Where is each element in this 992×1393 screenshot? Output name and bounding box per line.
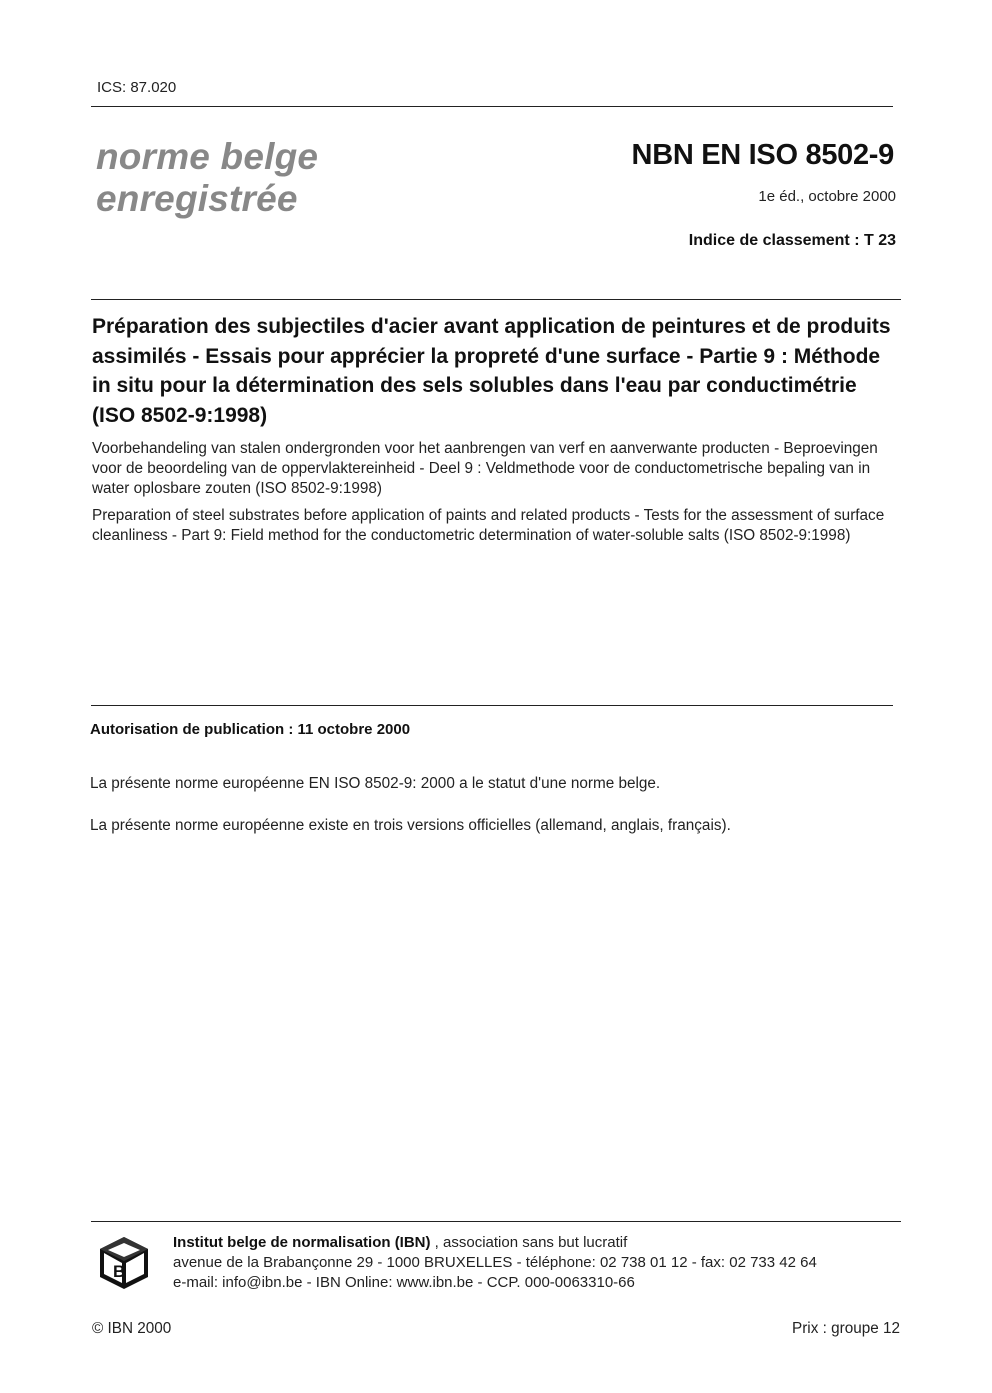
classification-index: Indice de classement : T 23 — [688, 232, 896, 249]
logo-letter-b: B — [113, 1262, 126, 1281]
norme-label-line1: norme belge — [96, 136, 319, 177]
institute-address: avenue de la Brabançonne 29 - 1000 BRUXELLES - téléphone: 02 738 01 12 - fax: 02 733 42 64 — [173, 1254, 817, 1271]
institute-footer — [173, 1233, 817, 1293]
header-divider — [91, 106, 893, 107]
standard-code: NBN EN ISO 8502-9 — [631, 139, 894, 171]
norme-belge-label — [96, 136, 318, 220]
versions-statement: La présente norme européenne existe en trois versions officielles (allemand, anglais, français). — [90, 817, 731, 834]
status-statement: La présente norme européenne EN ISO 8502-9: 2000 a le statut d'une norme belge. — [90, 775, 661, 792]
publication-authorisation: Autorisation de publication : 11 octobre 2000 — [90, 721, 411, 738]
title-dutch: Voorbehandeling van stalen ondergronden voor het aanbrengen van verf en aanverwante producten - Beproevingen voor de beoordeling van de oppervlaktereinheid - Deel 9 : Veldmethode voor de conductometrische bepaling van in water oplosbare zouten (ISO 8502-9:1998) — [92, 440, 878, 497]
norme-label-line2: enregistrée — [96, 178, 298, 219]
price-group: Prix : groupe 12 — [792, 1320, 900, 1337]
title-divider — [91, 299, 901, 300]
edition-date: 1e éd., octobre 2000 — [758, 188, 896, 205]
institute-line — [173, 1233, 817, 1253]
institute-name: Institut belge de normalisation (IBN) — [173, 1234, 431, 1251]
ics-code: ICS: 87.020 — [97, 79, 177, 96]
title-french: Préparation des subjectiles d'acier avant application de peintures et de produits assimilés - Essais pour apprécier la propreté d'une surface - Partie 9 : Méthode in situ pour la détermination des sels solubles dans l'eau par conductimétrie (ISO 8502-9:1998) — [92, 315, 891, 427]
footer-divider — [91, 1221, 901, 1222]
institute-suffix: , association sans but lucratif — [430, 1234, 628, 1251]
ibn-logo-icon — [96, 1235, 152, 1291]
institute-contact: e-mail: info@ibn.be - IBN Online: www.ibn.be - CCP. 000-0063310-66 — [173, 1274, 635, 1291]
title-english: Preparation of steel substrates before application of paints and related products - Tests for the assessment of surface cleanliness - Part 9: Field method for the conductometric determination of water-soluble salts (ISO 8502-9:1998) — [92, 507, 885, 544]
publication-divider — [91, 705, 893, 706]
copyright: © IBN 2000 — [92, 1320, 172, 1337]
